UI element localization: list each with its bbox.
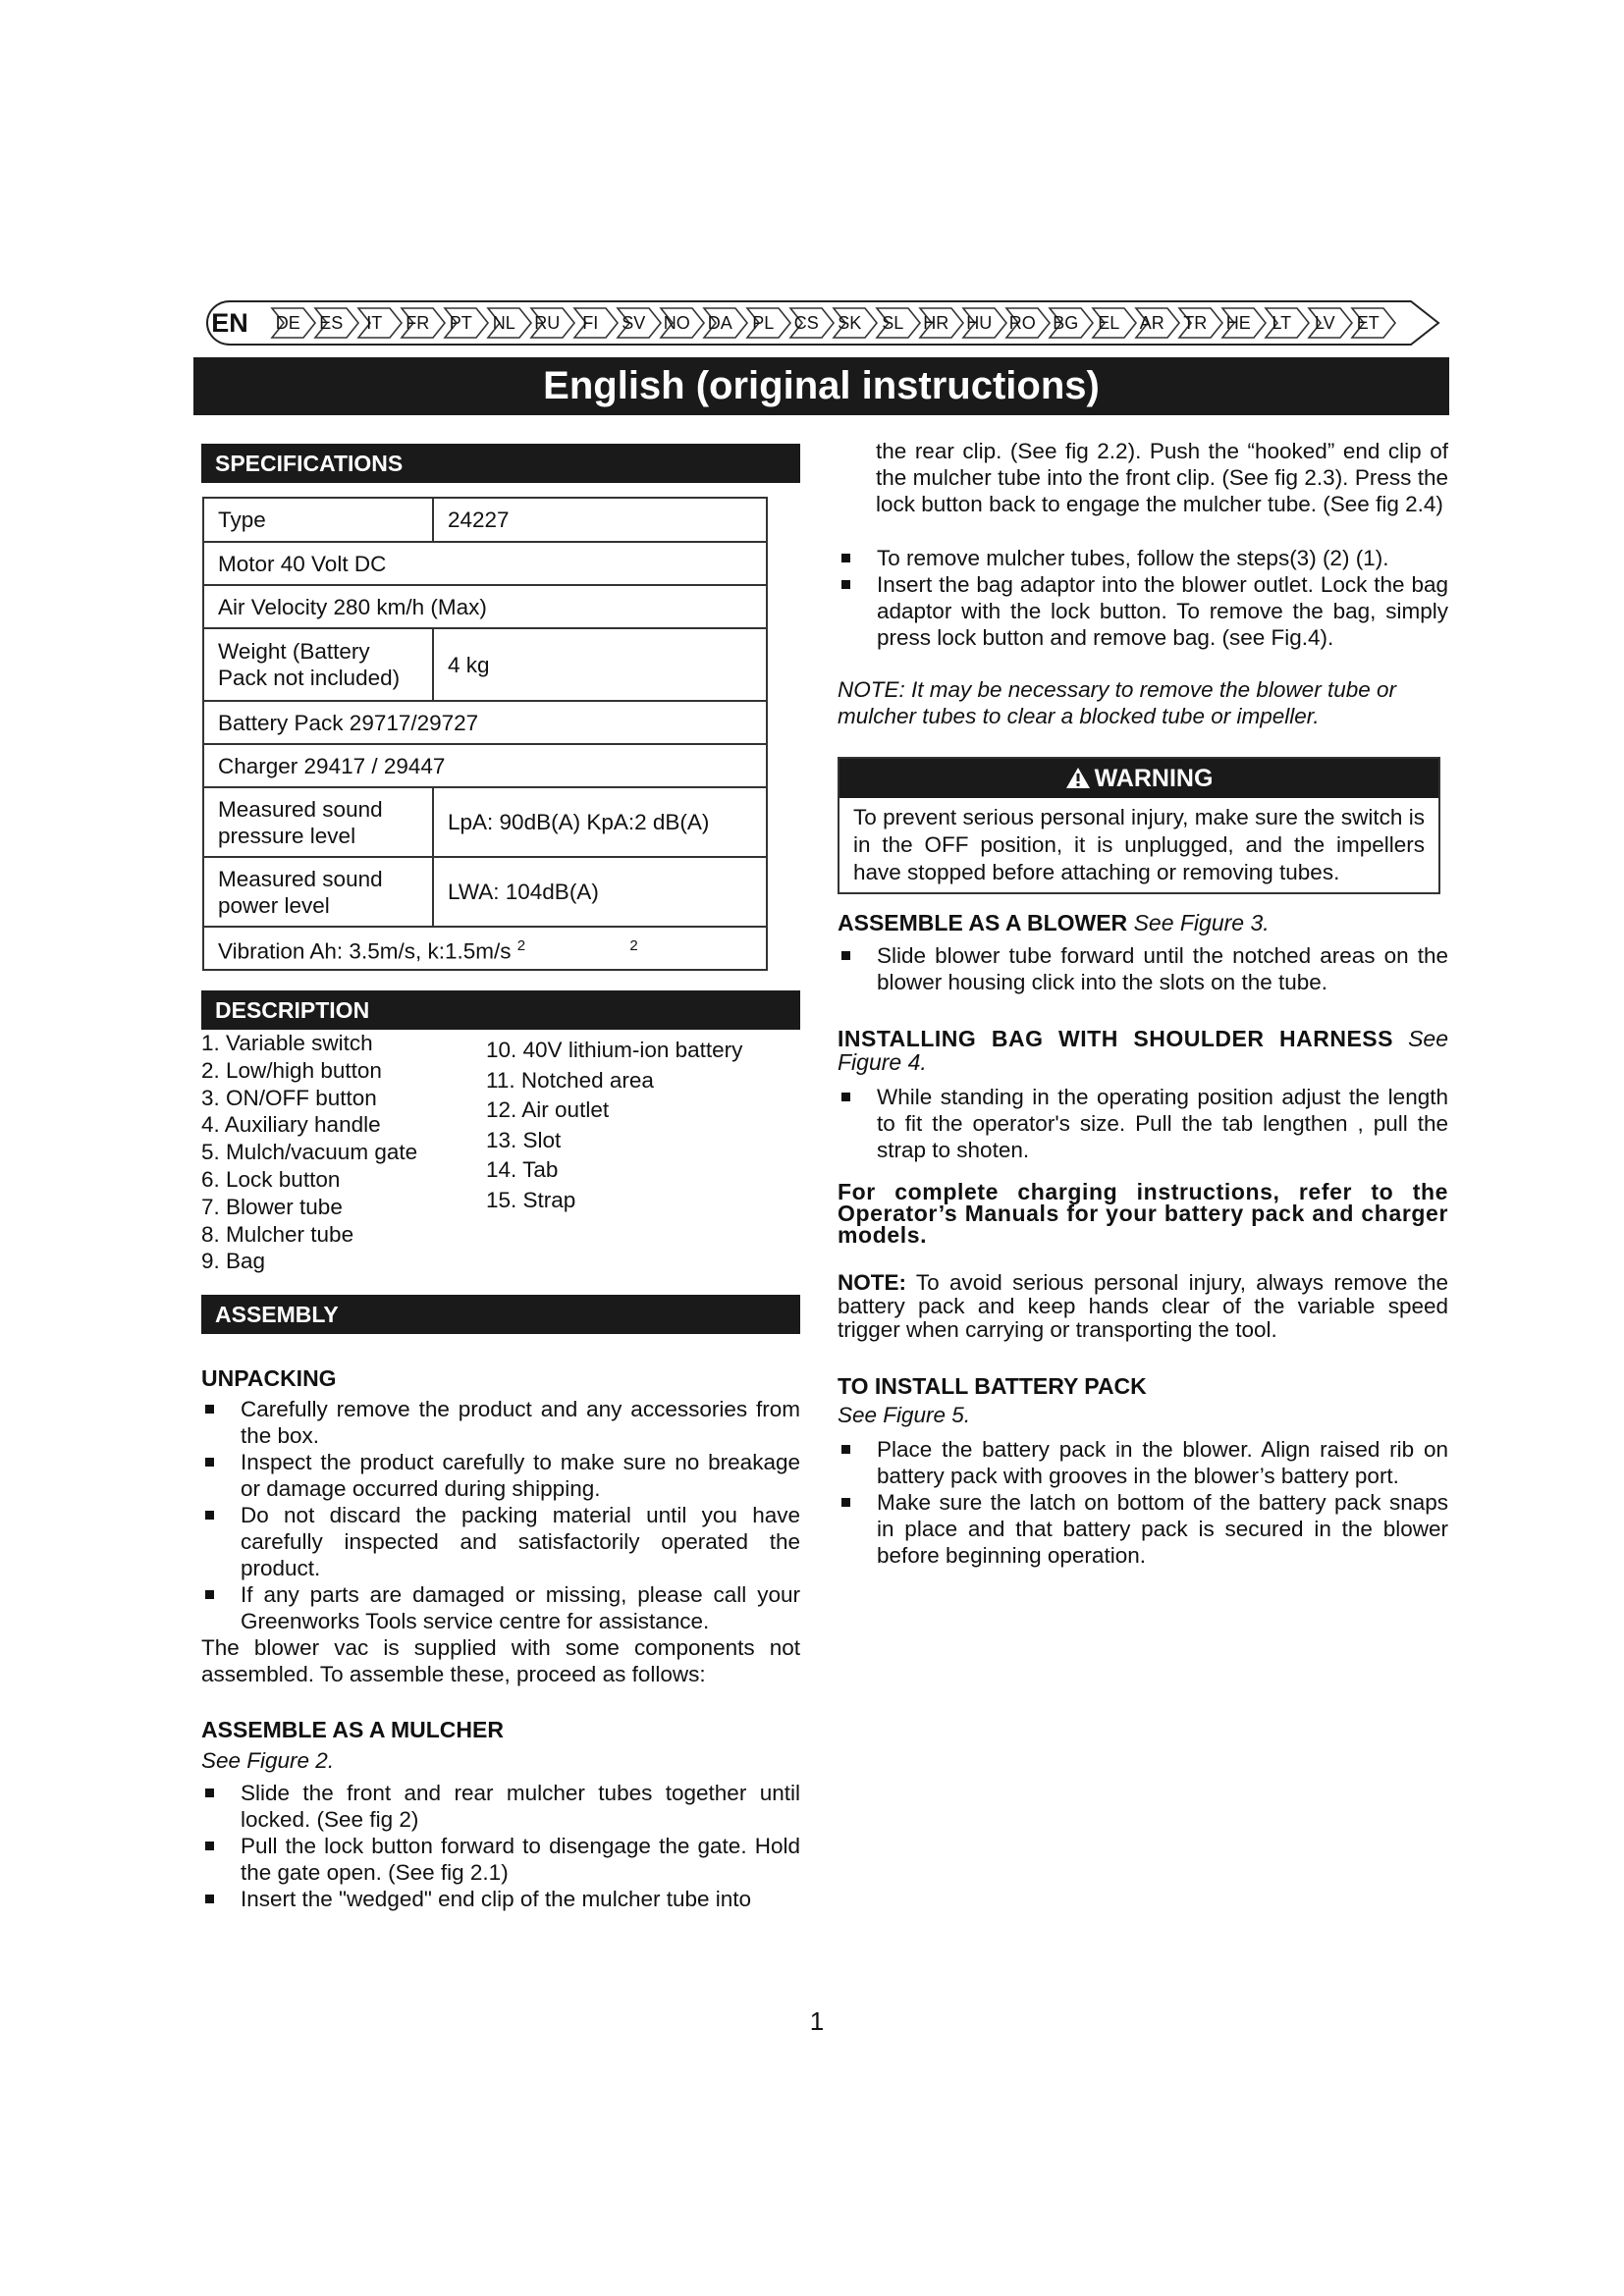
spec-label: Measured sound power level bbox=[203, 857, 433, 927]
bullet-marker bbox=[205, 1458, 214, 1467]
warning-heading bbox=[839, 759, 1438, 798]
bullet-marker bbox=[205, 1405, 214, 1414]
description-item: 1. Variable switch bbox=[201, 1031, 373, 1055]
spec-value: 24227 bbox=[433, 498, 767, 542]
warning-title: WARNING bbox=[1094, 765, 1214, 792]
bullet-marker bbox=[841, 1445, 850, 1454]
battery-list bbox=[838, 1436, 1448, 1569]
list-item-text: Make sure the latch on bottom of the battery pack snaps in place and that battery pack is secured in the blower before beginning operation. bbox=[877, 1490, 1448, 1568]
description-item: 14. Tab bbox=[486, 1157, 559, 1182]
spec-label: Weight (Battery Pack not included) bbox=[203, 628, 433, 701]
language-tab[interactable]: SL bbox=[882, 313, 904, 333]
list-item-text: To remove mulcher tubes, follow the steps(3) (2) (1). bbox=[877, 546, 1389, 570]
note-blocked-tube: NOTE: It may be necessary to remove the blower tube or mulcher tubes to clear a blocked tube or impeller. bbox=[838, 677, 1396, 728]
list-item bbox=[838, 571, 1448, 651]
spec-label: Charger 29417 / 29447 bbox=[203, 744, 767, 787]
list-item bbox=[201, 1396, 800, 1449]
language-tab[interactable]: NL bbox=[492, 313, 515, 333]
language-tab[interactable]: DE bbox=[275, 313, 300, 333]
mulcher-list bbox=[201, 1780, 800, 1912]
spec-label: Type bbox=[203, 498, 433, 542]
spec-value: LpA: 90dB(A) KpA:2 dB(A) bbox=[433, 787, 767, 857]
language-current[interactable]: EN bbox=[211, 308, 248, 338]
language-tab[interactable]: RU bbox=[534, 313, 561, 333]
language-tab[interactable]: IT bbox=[366, 313, 383, 333]
list-item bbox=[838, 1436, 1448, 1489]
description-item: 11. Notched area bbox=[486, 1067, 654, 1093]
spec-label: Vibration Ah: 3.5m/s bbox=[218, 938, 415, 964]
list-item-text: Slide the front and rear mulcher tubes together until locked. (See fig 2) bbox=[241, 1781, 800, 1832]
bullet-marker bbox=[841, 554, 850, 562]
language-tab[interactable]: SK bbox=[838, 313, 862, 333]
bullet-marker bbox=[205, 1590, 214, 1599]
spec-row bbox=[203, 498, 767, 542]
charging-instructions: For complete charging instructions, refer to the Operator’s Manuals for your battery pack and charger models. bbox=[838, 1179, 1448, 1248]
list-item bbox=[201, 1833, 800, 1886]
list-item bbox=[201, 1502, 800, 1581]
language-tab[interactable]: AR bbox=[1139, 313, 1164, 333]
blower-list bbox=[838, 942, 1448, 995]
bullet-marker bbox=[205, 1842, 214, 1850]
note-battery-removal bbox=[838, 1271, 1448, 1342]
list-item bbox=[838, 1084, 1448, 1163]
description-item: 7. Blower tube bbox=[201, 1194, 343, 1219]
language-tab[interactable]: NO bbox=[663, 313, 690, 333]
description-item: 15. Strap bbox=[486, 1187, 576, 1212]
language-tab[interactable]: TR bbox=[1183, 313, 1208, 333]
list-item-text: Pull the lock button forward to disengage the gate. Hold the gate open. (See fig 2.1) bbox=[241, 1834, 800, 1885]
language-tab[interactable]: HE bbox=[1225, 313, 1251, 333]
spec-label: Measured sound pressure level bbox=[203, 787, 433, 857]
list-item-text: If any parts are damaged or missing, please call your Greenworks Tools service centre for assistance. bbox=[241, 1582, 800, 1633]
description-item: 6. Lock button bbox=[201, 1166, 341, 1192]
language-tab-list bbox=[266, 308, 1389, 338]
bag-title: INSTALLING BAG WITH SHOULDER HARNESS bbox=[838, 1026, 1393, 1051]
bullet-marker bbox=[841, 1093, 850, 1101]
specifications-heading: SPECIFICATIONS bbox=[201, 444, 800, 483]
description-item: 2. Low/high button bbox=[201, 1057, 382, 1083]
description-item: 12. Air outlet bbox=[486, 1097, 610, 1122]
bullet-marker bbox=[841, 951, 850, 960]
note-text: To avoid serious personal injury, always remove the battery pack and keep hands clear of the variable speed trigger when carrying or transporting the tool. bbox=[838, 1270, 1448, 1342]
note-label: NOTE: bbox=[838, 1270, 906, 1295]
spec-label-value bbox=[203, 927, 767, 970]
list-item bbox=[201, 1780, 800, 1833]
description-item: 9. Bag bbox=[201, 1249, 266, 1274]
list-item bbox=[201, 1449, 800, 1502]
description-item: 4. Auxiliary handle bbox=[201, 1112, 381, 1138]
description-list bbox=[201, 1030, 800, 1275]
spec-value: LWA: 104dB(A) bbox=[433, 857, 767, 927]
spec-value: (Max) bbox=[430, 594, 487, 619]
bag-list bbox=[838, 1084, 1448, 1163]
language-tab[interactable]: FR bbox=[406, 313, 430, 333]
spec-label: Air Velocity 280 km/h bbox=[218, 594, 425, 619]
blower-figure-ref: See Figure 3. bbox=[1133, 910, 1270, 935]
bag-figure-ref-a: See bbox=[1408, 1026, 1448, 1051]
spec-superscript: 2 bbox=[516, 936, 526, 954]
spec-value: , k:1.5m/s bbox=[414, 938, 512, 964]
mulcher-figure-ref: See Figure 2. bbox=[201, 1748, 335, 1773]
language-tab[interactable]: LV bbox=[1314, 313, 1335, 333]
warning-triangle-icon bbox=[1065, 767, 1091, 789]
spec-row bbox=[203, 857, 767, 927]
language-tab[interactable]: LT bbox=[1272, 313, 1292, 333]
bullet-marker bbox=[205, 1895, 214, 1903]
blower-step: Slide blower tube forward until the notched areas on the blower housing click into the slots on the tube. bbox=[877, 943, 1448, 994]
specifications-table bbox=[202, 497, 768, 971]
language-tab[interactable]: PL bbox=[752, 313, 775, 333]
bullet-marker bbox=[841, 580, 850, 589]
spec-label: Battery Pack 29717/29727 bbox=[203, 701, 767, 744]
spec-row bbox=[203, 585, 767, 628]
description-item: 5. Mulch/vacuum gate bbox=[201, 1140, 418, 1165]
page-number: 1 bbox=[809, 2006, 825, 2036]
spec-label-value bbox=[203, 585, 767, 628]
language-tab[interactable]: HU bbox=[966, 313, 993, 333]
list-item-text: Inspect the product carefully to make sure no breakage or damage occurred during shipping. bbox=[241, 1450, 800, 1501]
bag-figure-ref-b: Figure 4. bbox=[838, 1049, 927, 1075]
language-tab[interactable]: EL bbox=[1098, 313, 1120, 333]
battery-title: TO INSTALL BATTERY PACK bbox=[838, 1373, 1147, 1399]
bullet-marker bbox=[841, 1498, 850, 1507]
unpacking-note: The blower vac is supplied with some components not assembled. To assemble these, proceed as follows: bbox=[201, 1635, 800, 1686]
list-item-text: Insert the bag adaptor into the blower outlet. Lock the bag adaptor with the lock button. To remove the bag, simply press lock button and remove bag. (see Fig.4). bbox=[877, 572, 1448, 650]
language-tabs bbox=[193, 300, 1440, 346]
tube-bag-list bbox=[838, 545, 1448, 651]
description-item: 3. ON/OFF button bbox=[201, 1085, 377, 1110]
language-tab[interactable]: HR bbox=[923, 313, 949, 333]
description-heading: DESCRIPTION bbox=[201, 990, 800, 1030]
spec-superscript: 2 bbox=[629, 936, 638, 954]
right-column bbox=[838, 438, 1448, 1569]
mulcher-continued-text: the rear clip. (See fig 2.2). Push the “hooked” end clip of the mulcher tube into the front clip. (See fig 2.3). Press the lock button back to engage the mulcher tube. (See fig 2.4) bbox=[876, 439, 1448, 516]
bag-step: While standing in the operating position adjust the length to fit the operator's size. Pull the tab lengthen , pull the strap to shoten. bbox=[877, 1085, 1448, 1162]
description-item: 8. Mulcher tube bbox=[201, 1221, 354, 1247]
list-item bbox=[838, 545, 1448, 571]
list-item-text: Insert the "wedged" end clip of the mulcher tube into bbox=[241, 1887, 752, 1911]
language-tab[interactable]: CS bbox=[793, 313, 819, 333]
spec-value: 4 kg bbox=[433, 628, 767, 701]
bag-heading bbox=[838, 1027, 1448, 1074]
list-item bbox=[838, 1489, 1448, 1569]
language-tab[interactable]: ET bbox=[1356, 313, 1380, 333]
left-column bbox=[201, 444, 800, 1912]
unpacking-title: UNPACKING bbox=[201, 1365, 337, 1391]
bullet-marker bbox=[205, 1789, 214, 1797]
spec-row bbox=[203, 744, 767, 787]
spec-row bbox=[203, 628, 767, 701]
list-item-text: Carefully remove the product and any accessories from the box. bbox=[241, 1397, 800, 1448]
spec-row bbox=[203, 542, 767, 585]
list-item-text: Do not discard the packing material until you have carefully inspected and satisfactorily operated the product. bbox=[241, 1503, 800, 1580]
list-item-text: Place the battery pack in the blower. Align raised rib on battery pack with grooves in the blower’s battery port. bbox=[877, 1437, 1448, 1488]
page-title: English (original instructions) bbox=[193, 357, 1449, 415]
description-item: 10. 40V lithium-ion battery bbox=[486, 1038, 743, 1062]
language-tab[interactable]: FI bbox=[582, 313, 599, 333]
language-tab[interactable]: ES bbox=[319, 313, 344, 333]
language-tab[interactable]: SV bbox=[622, 313, 646, 333]
list-item bbox=[838, 942, 1448, 995]
description-items-right bbox=[486, 1036, 800, 1215]
spec-label: Motor 40 Volt DC bbox=[203, 542, 767, 585]
list-item bbox=[201, 1581, 800, 1634]
language-tab[interactable]: DA bbox=[707, 313, 732, 333]
assembly-heading: ASSEMBLY bbox=[201, 1295, 800, 1334]
mulcher-title: ASSEMBLE AS A MULCHER bbox=[201, 1717, 504, 1742]
description-items-left bbox=[201, 1030, 476, 1275]
list-item bbox=[201, 1886, 800, 1912]
spec-row bbox=[203, 927, 767, 970]
language-tab[interactable]: BG bbox=[1053, 313, 1079, 333]
blower-heading bbox=[838, 910, 1448, 936]
language-tab[interactable]: PT bbox=[449, 313, 472, 333]
blower-title: ASSEMBLE AS A BLOWER bbox=[838, 910, 1128, 935]
warning-box bbox=[838, 757, 1440, 894]
description-item: 13. Slot bbox=[486, 1127, 562, 1152]
bullet-marker bbox=[205, 1511, 214, 1520]
battery-figure-ref: See Figure 5. bbox=[838, 1403, 971, 1427]
warning-text: To prevent serious personal injury, make sure the switch is in the OFF position, it is unplugged, and the impellers have stopped before attaching or removing tubes. bbox=[853, 805, 1425, 884]
spec-row bbox=[203, 787, 767, 857]
language-tab[interactable]: RO bbox=[1008, 313, 1036, 333]
spec-row bbox=[203, 701, 767, 744]
unpacking-list bbox=[201, 1396, 800, 1634]
